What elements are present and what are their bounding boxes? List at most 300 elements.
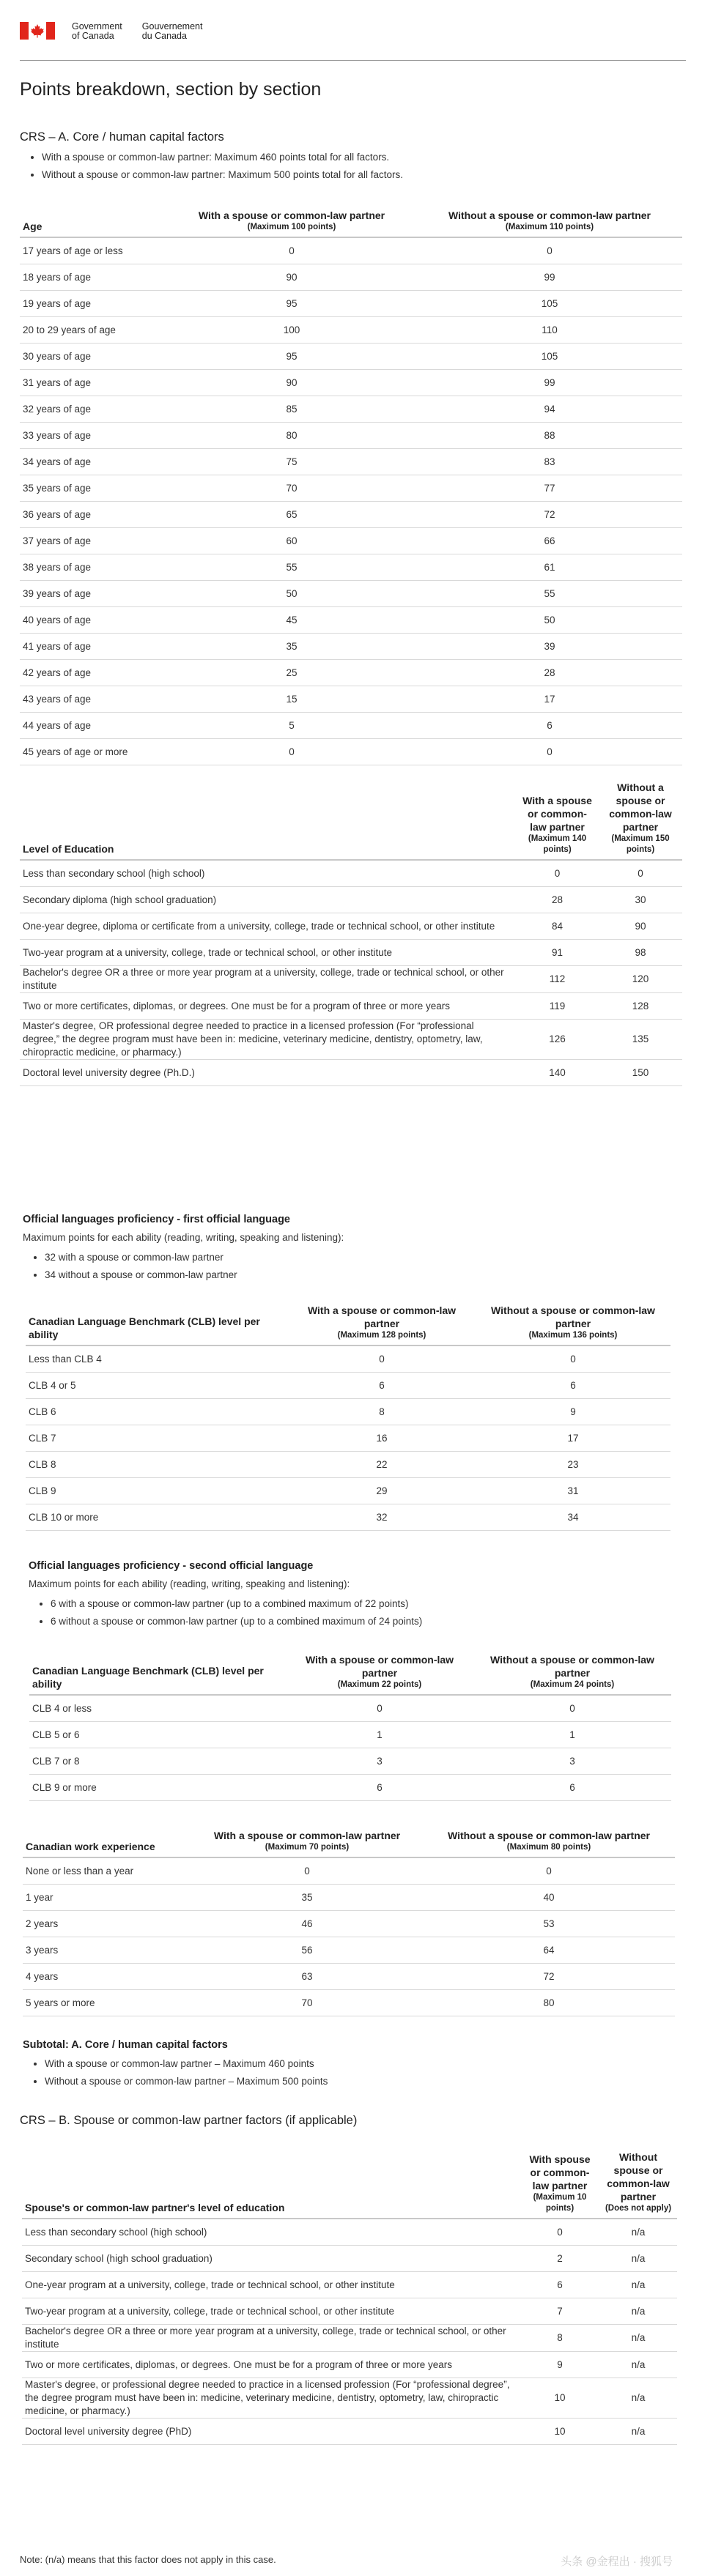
table-row <box>20 554 682 581</box>
table-row <box>20 686 682 713</box>
points-cell: 80 <box>423 1990 675 2016</box>
row-label: CLB 7 <box>26 1425 288 1452</box>
spouse-education-table-wrap <box>22 2148 677 2445</box>
table-row <box>20 344 682 370</box>
points-cell: 45 <box>166 607 417 634</box>
row-label: 31 years of age <box>20 370 166 396</box>
table-row <box>22 2378 677 2419</box>
table-row <box>23 1885 675 1911</box>
points-cell: 16 <box>288 1425 476 1452</box>
column-header <box>599 778 682 860</box>
row-label: 4 years <box>23 1964 191 1990</box>
column-header-label: With a spouse or common-law partner <box>522 795 592 833</box>
points-cell: 120 <box>599 966 682 993</box>
row-label: Two or more certificates, diplomas, or degrees. One must be for a program of three or more years <box>22 2352 520 2378</box>
points-cell: 6 <box>288 1373 476 1399</box>
points-cell: 10 <box>520 2419 599 2445</box>
column-header-max: (Maximum 150 points) <box>611 834 670 854</box>
table-row <box>26 1399 670 1425</box>
education-table <box>20 778 682 1086</box>
column-header: Spouse's or common-law partner's level of education <box>22 2148 520 2219</box>
column-header: Age <box>20 206 166 237</box>
column-header-label: Without a spouse or common-law partner <box>609 782 672 833</box>
table-row <box>26 1452 670 1478</box>
table-row <box>20 1060 682 1086</box>
section-a-intro <box>20 130 679 184</box>
column-header-label: Without a spouse or common-law partner <box>448 209 651 221</box>
table-row <box>22 2219 677 2246</box>
canada-flag-icon <box>20 22 55 40</box>
table-row <box>20 739 682 765</box>
table-row <box>29 1695 671 1722</box>
column-header <box>516 778 599 860</box>
column-header-max: (Maximum 136 points) <box>528 1331 618 1340</box>
column-header-label: With a spouse or common-law partner <box>305 1654 454 1679</box>
subtotal-bullets <box>23 2055 668 2090</box>
row-label: One-year program at a university, college, trade or technical school, or other institute <box>22 2272 520 2298</box>
points-cell: 88 <box>417 423 682 449</box>
column-header <box>286 1650 473 1695</box>
row-label: Less than CLB 4 <box>26 1345 288 1373</box>
section-b-heading: CRS – B. Spouse or common-law partner factors (if applicable) <box>20 2114 358 2127</box>
points-cell: 105 <box>417 291 682 317</box>
row-label: 43 years of age <box>20 686 166 713</box>
points-cell: 9 <box>520 2352 599 2378</box>
points-cell: 39 <box>417 634 682 660</box>
row-label: 35 years of age <box>20 475 166 502</box>
table-row <box>22 2298 677 2325</box>
table-row <box>20 1020 682 1060</box>
table-row <box>29 1775 671 1801</box>
table-row <box>22 2246 677 2272</box>
row-label: 40 years of age <box>20 607 166 634</box>
column-header-label: With spouse or common-law partner <box>529 2153 591 2191</box>
points-cell: 112 <box>516 966 599 993</box>
row-label: 3 years <box>23 1937 191 1964</box>
points-cell: 28 <box>417 660 682 686</box>
points-cell: 34 <box>476 1504 670 1531</box>
points-cell: 85 <box>166 396 417 423</box>
table-row <box>20 607 682 634</box>
table-row <box>20 713 682 739</box>
row-label: Doctoral level university degree (Ph.D.) <box>20 1060 516 1086</box>
column-header-max: (Maximum 80 points) <box>506 1843 591 1852</box>
work-table-wrap <box>23 1826 675 2016</box>
points-cell: 6 <box>473 1775 671 1801</box>
table-row <box>23 1964 675 1990</box>
table-row <box>22 2352 677 2378</box>
points-cell: 0 <box>288 1345 476 1373</box>
points-cell: 70 <box>166 475 417 502</box>
points-cell: 17 <box>476 1425 670 1452</box>
points-cell: 0 <box>166 237 417 264</box>
points-cell: 98 <box>599 940 682 966</box>
first-language-intro <box>23 1214 675 1284</box>
points-cell: n/a <box>599 2378 677 2419</box>
points-cell: 72 <box>417 502 682 528</box>
points-cell: 6 <box>286 1775 473 1801</box>
points-cell: 61 <box>417 554 682 581</box>
points-cell: 135 <box>599 1020 682 1060</box>
table-row <box>20 264 682 291</box>
points-cell: 0 <box>473 1695 671 1722</box>
points-cell: 6 <box>417 713 682 739</box>
row-label: CLB 4 or 5 <box>26 1373 288 1399</box>
table-row <box>20 660 682 686</box>
work-table <box>23 1826 675 2016</box>
second-language-intro <box>29 1560 673 1630</box>
row-label: Master's degree, or professional degree needed to practice in a licensed profession (For “professional degree”, the degree program must have been in: medicine, veterinary medicine, dentistry, optometry, law, chiropractic medicine, or pharmacy.) <box>22 2378 520 2419</box>
column-header: Level of Education <box>20 778 516 860</box>
points-cell: 0 <box>191 1857 423 1885</box>
row-label: Doctoral level university degree (PhD) <box>22 2419 520 2445</box>
column-header <box>288 1301 476 1345</box>
column-header-label: Without a spouse or common-law partner <box>490 1654 654 1679</box>
table-row <box>26 1345 670 1373</box>
row-label: Less than secondary school (high school) <box>20 860 516 887</box>
row-label: 39 years of age <box>20 581 166 607</box>
column-header-label: Without a spouse or common-law partner <box>491 1304 655 1329</box>
first-language-heading: Official languages proficiency - first official language <box>23 1214 290 1225</box>
points-cell: 75 <box>166 449 417 475</box>
points-cell: 3 <box>473 1748 671 1775</box>
column-header <box>166 206 417 237</box>
age-table-body <box>20 237 682 765</box>
points-cell: 23 <box>476 1452 670 1478</box>
points-cell: 90 <box>166 264 417 291</box>
points-cell: 128 <box>599 993 682 1020</box>
column-header <box>476 1301 670 1345</box>
wordmark-french-line2: du Canada <box>141 31 187 41</box>
points-cell: 5 <box>166 713 417 739</box>
row-label: 34 years of age <box>20 449 166 475</box>
row-label: Bachelor's degree OR a three or more year program at a university, college, trade or technical school, or other institute <box>20 966 516 993</box>
subtotal-heading: Subtotal: A. Core / human capital factors <box>23 2039 228 2051</box>
section-a-heading: CRS – A. Core / human capital factors <box>20 130 224 144</box>
row-label: 33 years of age <box>20 423 166 449</box>
table-row <box>20 370 682 396</box>
points-cell: 56 <box>191 1937 423 1964</box>
points-cell: 119 <box>516 993 599 1020</box>
points-cell: 140 <box>516 1060 599 1086</box>
points-cell: 17 <box>417 686 682 713</box>
row-label: 1 year <box>23 1885 191 1911</box>
row-label: None or less than a year <box>23 1857 191 1885</box>
points-cell: 94 <box>417 396 682 423</box>
row-label: 17 years of age or less <box>20 237 166 264</box>
government-of-canada-logo[interactable] <box>20 22 222 41</box>
column-header: Canadian Language Benchmark (CLB) level per ability <box>29 1650 286 1695</box>
table-row <box>26 1373 670 1399</box>
row-label: Less than secondary school (high school) <box>22 2219 520 2246</box>
points-cell: 35 <box>166 634 417 660</box>
column-header-max: (Maximum 70 points) <box>265 1843 350 1852</box>
row-label: 45 years of age or more <box>20 739 166 765</box>
row-label: CLB 7 or 8 <box>29 1748 286 1775</box>
points-cell: 105 <box>417 344 682 370</box>
note: Note: (n/a) means that this factor does not apply in this case. <box>20 2554 276 2565</box>
spouse-education-table-body <box>22 2219 677 2445</box>
points-cell: 50 <box>417 607 682 634</box>
points-cell: n/a <box>599 2352 677 2378</box>
column-header: Canadian Language Benchmark (CLB) level per ability <box>26 1301 288 1345</box>
age-table-wrap <box>20 206 682 765</box>
table-row <box>29 1748 671 1775</box>
table-row <box>20 966 682 993</box>
education-table-wrap <box>20 778 682 1086</box>
row-label: 38 years of age <box>20 554 166 581</box>
points-cell: 100 <box>166 317 417 344</box>
points-cell: 84 <box>516 913 599 940</box>
points-cell: 29 <box>288 1478 476 1504</box>
points-cell: 0 <box>286 1695 473 1722</box>
first-language-table <box>26 1301 670 1531</box>
points-cell: 110 <box>417 317 682 344</box>
table-row <box>22 2325 677 2352</box>
row-label: 36 years of age <box>20 502 166 528</box>
column-header-max: (Maximum 110 points) <box>505 223 594 231</box>
spouse-education-table <box>22 2148 677 2445</box>
table-row <box>22 2419 677 2445</box>
header-divider <box>20 60 686 61</box>
points-cell: 1 <box>286 1722 473 1748</box>
row-label: 18 years of age <box>20 264 166 291</box>
row-label: Bachelor's degree OR a three or more year program at a university, college, trade or technical school, or other institute <box>22 2325 520 2352</box>
points-cell: 35 <box>191 1885 423 1911</box>
points-cell: 64 <box>423 1937 675 1964</box>
row-label: One-year degree, diploma or certificate from a university, college, trade or technical school, or other institute <box>20 913 516 940</box>
points-cell: 15 <box>166 686 417 713</box>
list-item: • 32 with a spouse or common-law partner <box>45 1249 675 1266</box>
subtotal <box>23 2039 668 2090</box>
table-row <box>23 1937 675 1964</box>
points-cell: 95 <box>166 291 417 317</box>
column-header-max: (Maximum 24 points) <box>530 1680 615 1689</box>
row-label: CLB 9 or more <box>29 1775 286 1801</box>
table-row <box>20 940 682 966</box>
points-cell: 10 <box>520 2378 599 2419</box>
points-cell: 31 <box>476 1478 670 1504</box>
points-cell: 8 <box>520 2325 599 2352</box>
list-item: • 6 without a spouse or common-law partner (up to a combined maximum of 24 points) <box>51 1613 673 1630</box>
points-cell: 30 <box>599 887 682 913</box>
points-cell: 53 <box>423 1911 675 1937</box>
work-table-body <box>23 1857 675 2016</box>
watermark: 头条 @金程出 · 搜狐号 <box>561 2555 673 2568</box>
row-label: Two-year program at a university, college, trade or technical school, or other institute <box>20 940 516 966</box>
row-label: CLB 9 <box>26 1478 288 1504</box>
points-cell: 0 <box>599 860 682 887</box>
points-cell: 32 <box>288 1504 476 1531</box>
column-header-max: (Maximum 10 points) <box>533 2193 587 2213</box>
table-row <box>22 2272 677 2298</box>
row-label: CLB 6 <box>26 1399 288 1425</box>
list-item: • 6 with a spouse or common-law partner (up to a combined maximum of 22 points) <box>51 1595 673 1613</box>
points-cell: 60 <box>166 528 417 554</box>
page-title: Points breakdown, section by section <box>20 79 322 100</box>
table-row <box>23 1990 675 2016</box>
table-row <box>26 1425 670 1452</box>
points-cell: n/a <box>599 2246 677 2272</box>
column-header <box>417 206 682 237</box>
points-cell: 90 <box>166 370 417 396</box>
row-label: Two-year program at a university, college, trade or technical school, or other institute <box>22 2298 520 2325</box>
table-row <box>20 860 682 887</box>
second-language-table-wrap <box>29 1650 671 1801</box>
table-row <box>26 1478 670 1504</box>
row-label: Secondary school (high school graduation) <box>22 2246 520 2272</box>
column-header-label: Without spouse or common-law partner <box>607 2151 670 2202</box>
column-header-max: (Maximum 22 points) <box>337 1680 422 1689</box>
points-cell: 80 <box>166 423 417 449</box>
column-header-label: Without a spouse or common-law partner <box>447 1830 650 1841</box>
wordmark-english <box>72 22 122 41</box>
points-cell: 50 <box>166 581 417 607</box>
points-cell: 0 <box>417 237 682 264</box>
list-item: • With a spouse or common-law partner – Maximum 460 points <box>45 2055 668 2073</box>
list-item: • Without a spouse or common-law partner: Maximum 500 points total for all factors. <box>42 166 679 184</box>
table-row <box>26 1504 670 1531</box>
table-row <box>20 291 682 317</box>
points-cell: 126 <box>516 1020 599 1060</box>
row-label: 42 years of age <box>20 660 166 686</box>
row-label: CLB 4 or less <box>29 1695 286 1722</box>
points-cell: 65 <box>166 502 417 528</box>
second-language-table-body <box>29 1695 671 1801</box>
points-cell: 6 <box>476 1373 670 1399</box>
table-row <box>20 887 682 913</box>
points-cell: 1 <box>473 1722 671 1748</box>
points-cell: 9 <box>476 1399 670 1425</box>
list-item: • With a spouse or common-law partner: Maximum 460 points total for all factors. <box>42 149 679 166</box>
row-label: 30 years of age <box>20 344 166 370</box>
row-label: Two or more certificates, diplomas, or degrees. One must be for a program of three or more years <box>20 993 516 1020</box>
first-language-bullets <box>23 1249 675 1284</box>
first-language-table-wrap <box>26 1301 670 1531</box>
table-row <box>20 634 682 660</box>
column-header-max: (Maximum 140 points) <box>528 834 587 854</box>
row-label: 32 years of age <box>20 396 166 423</box>
points-cell: 91 <box>516 940 599 966</box>
points-cell: 83 <box>417 449 682 475</box>
row-label: 44 years of age <box>20 713 166 739</box>
column-header <box>599 2148 677 2219</box>
points-cell: 28 <box>516 887 599 913</box>
points-cell: 0 <box>516 860 599 887</box>
points-cell: 46 <box>191 1911 423 1937</box>
points-cell: n/a <box>599 2272 677 2298</box>
wordmark-french-line1: Gouvernement <box>141 21 203 31</box>
column-header-label: With a spouse or common-law partner <box>198 209 385 221</box>
wordmark-french <box>142 22 203 41</box>
points-cell: n/a <box>599 2325 677 2352</box>
points-cell: 0 <box>520 2219 599 2246</box>
row-label: 5 years or more <box>23 1990 191 2016</box>
row-label: 2 years <box>23 1911 191 1937</box>
table-row <box>20 581 682 607</box>
column-header-max: (Maximum 100 points) <box>247 223 336 231</box>
table-row <box>20 237 682 264</box>
row-label: Master's degree, OR professional degree needed to practice in a licensed profession (For “professional degree,” the degree program must have been in: medicine, veterinary medicine, dentistry, optometry, law, chiropractic medicine, or pharmacy.) <box>20 1020 516 1060</box>
second-language-lead: Maximum points for each ability (reading, writing, speaking and listening): <box>29 1578 350 1589</box>
table-row <box>20 502 682 528</box>
column-header-max: (Maximum 128 points) <box>337 1331 426 1340</box>
row-label: 19 years of age <box>20 291 166 317</box>
list-item: • Without a spouse or common-law partner – Maximum 500 points <box>45 2073 668 2090</box>
points-cell: 77 <box>417 475 682 502</box>
table-row <box>20 475 682 502</box>
table-row <box>29 1722 671 1748</box>
column-header <box>191 1826 423 1857</box>
first-language-lead: Maximum points for each ability (reading, writing, speaking and listening): <box>23 1232 344 1243</box>
column-header <box>520 2148 599 2219</box>
section-b-intro <box>20 2114 679 2128</box>
points-cell: 70 <box>191 1990 423 2016</box>
points-cell: 150 <box>599 1060 682 1086</box>
points-cell: 40 <box>423 1885 675 1911</box>
points-cell: 2 <box>520 2246 599 2272</box>
points-cell: 0 <box>166 739 417 765</box>
points-cell: n/a <box>599 2219 677 2246</box>
table-row <box>20 528 682 554</box>
points-cell: 63 <box>191 1964 423 1990</box>
points-cell: 55 <box>417 581 682 607</box>
column-header-label: With a spouse or common-law partner <box>307 1304 457 1329</box>
wordmark-english-line2: of Canada <box>72 31 114 41</box>
points-cell: 0 <box>423 1857 675 1885</box>
points-cell: 55 <box>166 554 417 581</box>
points-cell: 72 <box>423 1964 675 1990</box>
table-row <box>20 913 682 940</box>
points-cell: 0 <box>417 739 682 765</box>
row-label: Secondary diploma (high school graduation) <box>20 887 516 913</box>
column-header: Canadian work experience <box>23 1826 191 1857</box>
row-label: CLB 8 <box>26 1452 288 1478</box>
column-header <box>423 1826 675 1857</box>
column-header-label: With a spouse or common-law partner <box>213 1830 401 1841</box>
wordmark-english-line1: Government <box>72 21 122 31</box>
age-table <box>20 206 682 765</box>
points-cell: 66 <box>417 528 682 554</box>
table-row <box>23 1857 675 1885</box>
table-row <box>23 1911 675 1937</box>
points-cell: 7 <box>520 2298 599 2325</box>
first-language-table-body <box>26 1345 670 1531</box>
row-label: 41 years of age <box>20 634 166 660</box>
row-label: CLB 5 or 6 <box>29 1722 286 1748</box>
points-cell: 3 <box>286 1748 473 1775</box>
row-label: CLB 10 or more <box>26 1504 288 1531</box>
points-cell: 6 <box>520 2272 599 2298</box>
points-cell: 25 <box>166 660 417 686</box>
points-cell: 99 <box>417 264 682 291</box>
list-item: • 34 without a spouse or common-law partner <box>45 1266 675 1284</box>
points-cell: 90 <box>599 913 682 940</box>
column-header <box>473 1650 671 1695</box>
points-cell: n/a <box>599 2419 677 2445</box>
points-cell: 95 <box>166 344 417 370</box>
column-header-max: (Does not apply) <box>605 2204 672 2213</box>
table-row <box>20 993 682 1020</box>
points-cell: 99 <box>417 370 682 396</box>
row-label: 20 to 29 years of age <box>20 317 166 344</box>
table-row <box>20 317 682 344</box>
points-cell: 0 <box>476 1345 670 1373</box>
table-row <box>20 449 682 475</box>
second-language-bullets <box>29 1595 673 1630</box>
points-cell: 22 <box>288 1452 476 1478</box>
site-header <box>0 0 702 57</box>
